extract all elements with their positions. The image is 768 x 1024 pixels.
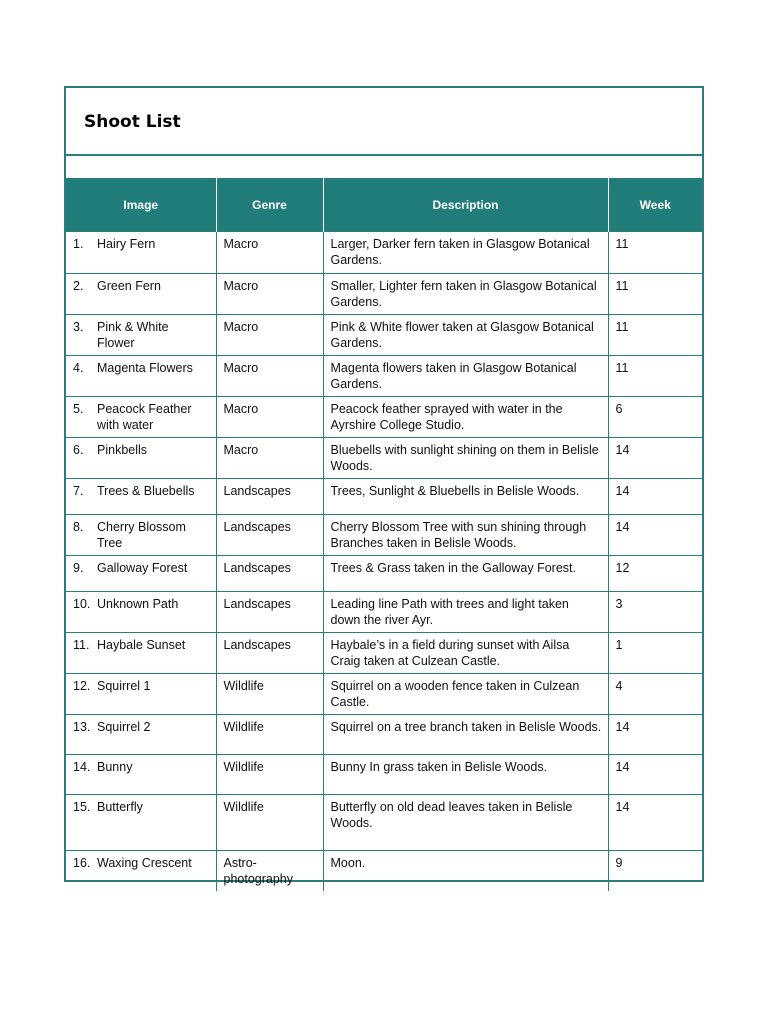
table-row — [66, 674, 702, 715]
row-number: 3. — [73, 320, 84, 334]
row-number: 7. — [73, 484, 84, 498]
image-cell — [66, 674, 216, 715]
image-name: Squirrel 1 — [97, 679, 151, 693]
week-cell: 11 — [608, 315, 702, 356]
image-cell — [66, 633, 216, 674]
table-row — [66, 356, 702, 397]
table-row — [66, 315, 702, 356]
image-cell — [66, 795, 216, 851]
row-number: 16. — [73, 856, 91, 870]
description-cell: Butterfly on old dead leaves taken in Belisle Woods. — [323, 795, 608, 851]
row-number: 6. — [73, 443, 84, 457]
image-name: Pinkbells — [97, 443, 148, 457]
image-cell — [66, 556, 216, 592]
row-number: 13. — [73, 720, 91, 734]
genre-cell: Astro-photography — [216, 851, 323, 892]
table-row — [66, 556, 702, 592]
image-cell — [66, 755, 216, 795]
description-cell: Bunny In grass taken in Belisle Woods. — [323, 755, 608, 795]
description-cell: Haybale’s in a field during sunset with Ailsa Craig taken at Culzean Castle. — [323, 633, 608, 674]
header-row — [66, 178, 702, 232]
genre-cell: Wildlife — [216, 755, 323, 795]
row-number: 8. — [73, 520, 84, 534]
image-name: Hairy Fern — [97, 237, 156, 251]
row-number: 9. — [73, 561, 84, 575]
image-cell — [66, 515, 216, 556]
genre-cell: Macro — [216, 274, 323, 315]
image-name: Magenta Flowers — [97, 361, 193, 375]
table-row — [66, 438, 702, 479]
week-cell: 14 — [608, 515, 702, 556]
week-cell: 11 — [608, 356, 702, 397]
row-number: 2. — [73, 279, 84, 293]
week-cell: 3 — [608, 592, 702, 633]
row-number: 4. — [73, 361, 84, 375]
table-row — [66, 715, 702, 755]
table-row — [66, 232, 702, 274]
genre-cell: Landscapes — [216, 556, 323, 592]
shoot-list-table — [66, 178, 702, 891]
genre-cell: Landscapes — [216, 633, 323, 674]
image-cell — [66, 356, 216, 397]
shoot-list-sheet — [64, 86, 704, 886]
image-name: Butterfly — [97, 800, 143, 814]
table-row — [66, 515, 702, 556]
description-cell: Moon. — [323, 851, 608, 892]
description-cell: Magenta flowers taken in Glasgow Botanical Gardens. — [323, 356, 608, 397]
header-image: Image — [66, 178, 216, 232]
week-cell: 9 — [608, 851, 702, 892]
description-cell: Trees, Sunlight & Bluebells in Belisle Woods. — [323, 479, 608, 515]
image-name: Bunny — [97, 760, 133, 774]
title-box — [66, 88, 702, 156]
image-name: Trees & Bluebells — [97, 484, 195, 498]
table-row — [66, 633, 702, 674]
image-name: Galloway Forest — [97, 561, 188, 575]
image-cell — [66, 232, 216, 274]
row-number: 5. — [73, 402, 84, 416]
description-cell: Squirrel on a tree branch taken in Belisle Woods. — [323, 715, 608, 755]
description-cell: Pink & White flower taken at Glasgow Botanical Gardens. — [323, 315, 608, 356]
row-number: 11. — [73, 638, 90, 652]
header-genre: Genre — [216, 178, 323, 232]
row-number: 1. — [73, 237, 84, 251]
row-number: 10. — [73, 597, 91, 611]
week-cell: 12 — [608, 556, 702, 592]
week-cell: 14 — [608, 755, 702, 795]
description-cell: Smaller, Lighter fern taken in Glasgow Botanical Gardens. — [323, 274, 608, 315]
genre-cell: Macro — [216, 356, 323, 397]
image-name: Squirrel 2 — [97, 720, 151, 734]
table-row — [66, 479, 702, 515]
week-cell: 1 — [608, 633, 702, 674]
week-cell: 14 — [608, 438, 702, 479]
image-cell — [66, 592, 216, 633]
genre-cell: Macro — [216, 397, 323, 438]
header-week: Week — [608, 178, 702, 232]
image-name: Pink & White Flower — [97, 320, 169, 350]
table-row — [66, 274, 702, 315]
page-title: Shoot List — [84, 112, 181, 132]
row-number: 12. — [73, 679, 91, 693]
image-cell — [66, 397, 216, 438]
genre-cell: Landscapes — [216, 592, 323, 633]
image-name: Peacock Feather with water — [97, 402, 192, 432]
week-cell: 14 — [608, 795, 702, 851]
week-cell: 6 — [608, 397, 702, 438]
week-cell: 4 — [608, 674, 702, 715]
row-number: 14. — [73, 760, 91, 774]
genre-cell: Wildlife — [216, 795, 323, 851]
description-cell: Cherry Blossom Tree with sun shining through Branches taken in Belisle Woods. — [323, 515, 608, 556]
image-name: Cherry Blossom Tree — [97, 520, 186, 550]
description-cell: Trees & Grass taken in the Galloway Forest. — [323, 556, 608, 592]
genre-cell: Landscapes — [216, 515, 323, 556]
image-cell — [66, 274, 216, 315]
table-row — [66, 795, 702, 851]
genre-cell: Macro — [216, 315, 323, 356]
table-row — [66, 851, 702, 892]
image-name: Unknown Path — [97, 597, 179, 611]
image-cell — [66, 851, 216, 892]
genre-cell: Macro — [216, 232, 323, 274]
genre-cell: Wildlife — [216, 715, 323, 755]
week-cell: 11 — [608, 232, 702, 274]
week-cell: 14 — [608, 479, 702, 515]
description-cell: Squirrel on a wooden fence taken in Culzean Castle. — [323, 674, 608, 715]
week-cell: 14 — [608, 715, 702, 755]
spacer-row — [66, 158, 702, 178]
image-cell — [66, 479, 216, 515]
image-cell — [66, 315, 216, 356]
image-name: Waxing Crescent — [97, 856, 192, 870]
genre-cell: Wildlife — [216, 674, 323, 715]
genre-cell: Landscapes — [216, 479, 323, 515]
table-body — [66, 232, 702, 892]
table-row — [66, 755, 702, 795]
description-cell: Peacock feather sprayed with water in the Ayrshire College Studio. — [323, 397, 608, 438]
table-row — [66, 397, 702, 438]
week-cell: 11 — [608, 274, 702, 315]
genre-cell: Macro — [216, 438, 323, 479]
row-number: 15. — [73, 800, 91, 814]
image-cell — [66, 715, 216, 755]
image-name: Haybale Sunset — [97, 638, 186, 652]
image-cell — [66, 438, 216, 479]
table-header — [66, 178, 702, 232]
header-description: Description — [323, 178, 608, 232]
table-row — [66, 592, 702, 633]
image-name: Green Fern — [97, 279, 161, 293]
description-cell: Leading line Path with trees and light taken down the river Ayr. — [323, 592, 608, 633]
description-cell: Larger, Darker fern taken in Glasgow Botanical Gardens. — [323, 232, 608, 274]
description-cell: Bluebells with sunlight shining on them in Belisle Woods. — [323, 438, 608, 479]
